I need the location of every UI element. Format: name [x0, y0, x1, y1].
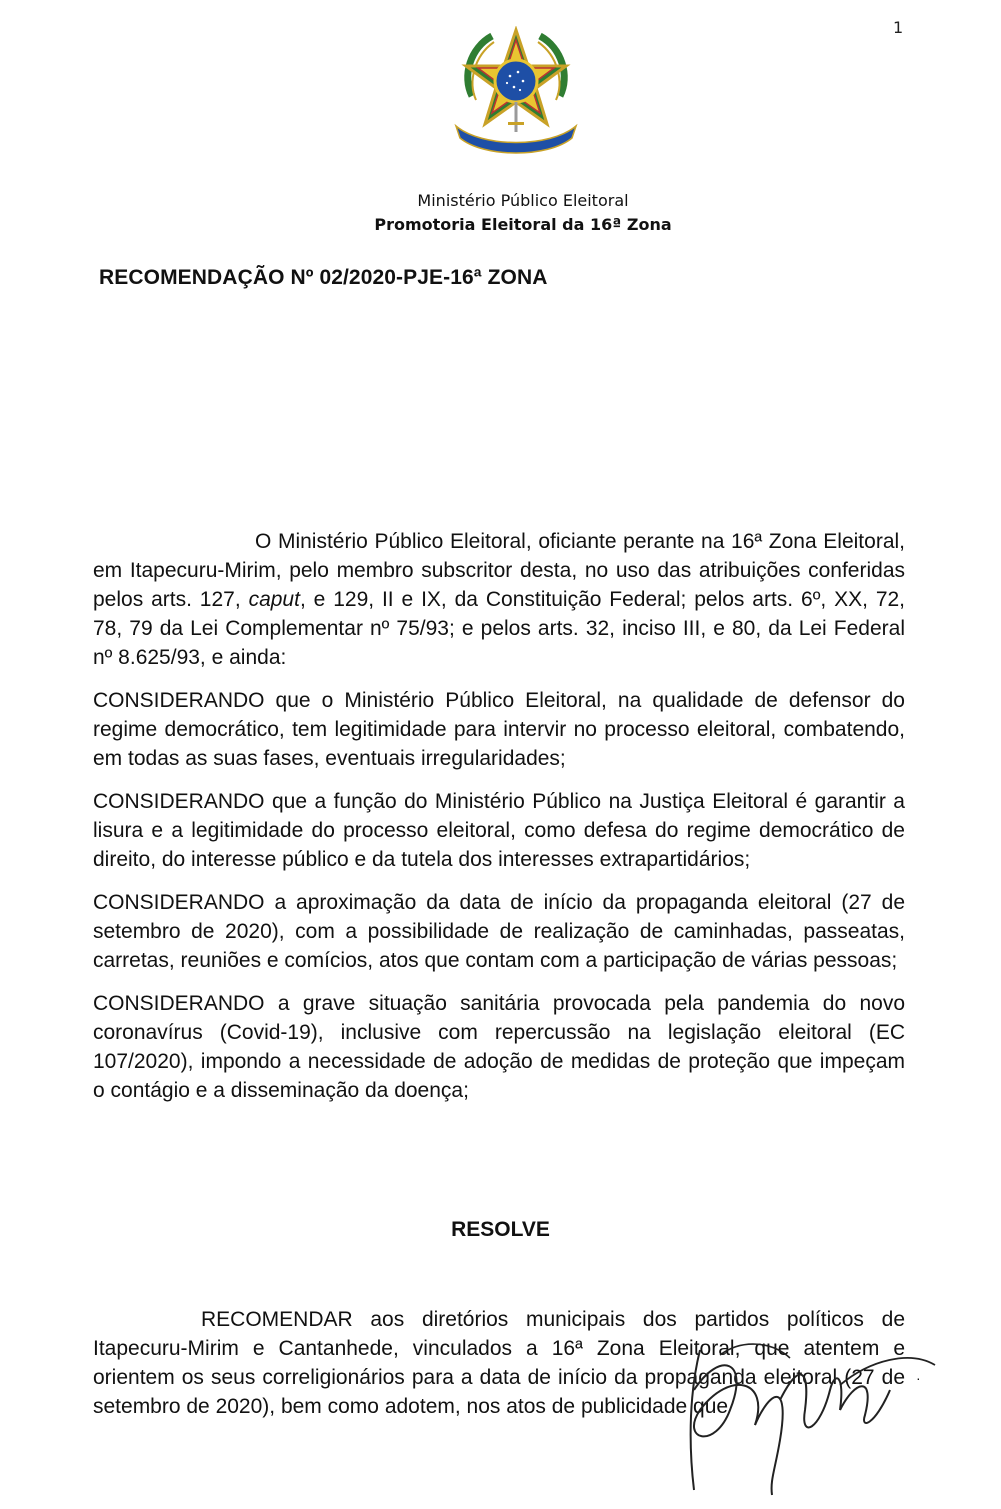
document-header	[0, 189, 1001, 237]
considerando-paragraph-1: CONSIDERANDO que o Ministério Público Eleitoral, na qualidade de defensor do regime democrático, tem legitimidade para intervir no processo eleitoral, combatendo, em todas as suas fases, eventuais irregularidades;	[93, 689, 905, 770]
brazil-coat-of-arms-icon	[452, 26, 580, 156]
considerando-paragraph-3: CONSIDERANDO a aproximação da data de início da propaganda eleitoral (27 de setembro de 2020), com a possibilidade de realização de caminhadas, passeatas, carretas, reuniões e comícios, atos que contam com a participação de várias pessoas;	[93, 891, 905, 972]
considerando-paragraph-4: CONSIDERANDO a grave situação sanitária provocada pela pandemia do novo coronavírus (Covid-19), inclusive com repercussão na legislação eleitoral (EC 107/2020), impondo a necessidade de adoção de medidas de proteção que impeçam o contágio e a disseminação da doença;	[93, 992, 905, 1102]
page-number: 1	[893, 18, 904, 37]
intro-text-1: O Ministério Público Eleitoral, oficiante perante na 16ª Zona Eleitoral, em Itapecuru-Mirim, pelo membro subscritor desta, no uso das atribuições conferidas pelos arts. 127,	[93, 530, 905, 611]
organization-name: Ministério Público Eleitoral	[417, 191, 629, 210]
document-title: RECOMENDAÇÃO Nº 02/2020-PJE-16ª ZONA	[99, 266, 548, 289]
intro-paragraph	[93, 527, 905, 672]
document-body	[93, 527, 905, 1119]
handwritten-signature	[660, 1330, 960, 1505]
recommendation-paragraph: RECOMENDAR aos diretórios municipais dos partidos políticos de Itapecuru-Mirim e Cantanhede, vinculados a 16ª Zona Eleitoral, que atentem e orientem os seus correligionários para a data de início da propaganda eleitoral (27 de setembro de 2020), bem como adotem, nos atos de publicidade que	[93, 1308, 905, 1418]
intro-text-2: , e 129, II e IX, da Constituição Federal; pelos arts. 6º, XX, 72, 78, 79 da Lei Complementar nº 75/93; e pelos arts. 32, inciso III, e 80, da Lei Federal nº 8.625/93, e ainda:	[93, 588, 906, 669]
considerando-paragraph-2: CONSIDERANDO que a função do Ministério Público na Justiça Eleitoral é garantir a lisura e a legitimidade do processo eleitoral, como defesa do regime democrático de direito, do interesse público e da tutela dos interesses extrapartidários;	[93, 790, 905, 871]
unit-name: Promotoria Eleitoral da 16ª Zona	[374, 215, 672, 234]
resolve-heading: RESOLVE	[451, 1218, 550, 1241]
margin-dot: ·	[916, 1370, 921, 1386]
intro-italic-term: caput	[248, 588, 300, 611]
